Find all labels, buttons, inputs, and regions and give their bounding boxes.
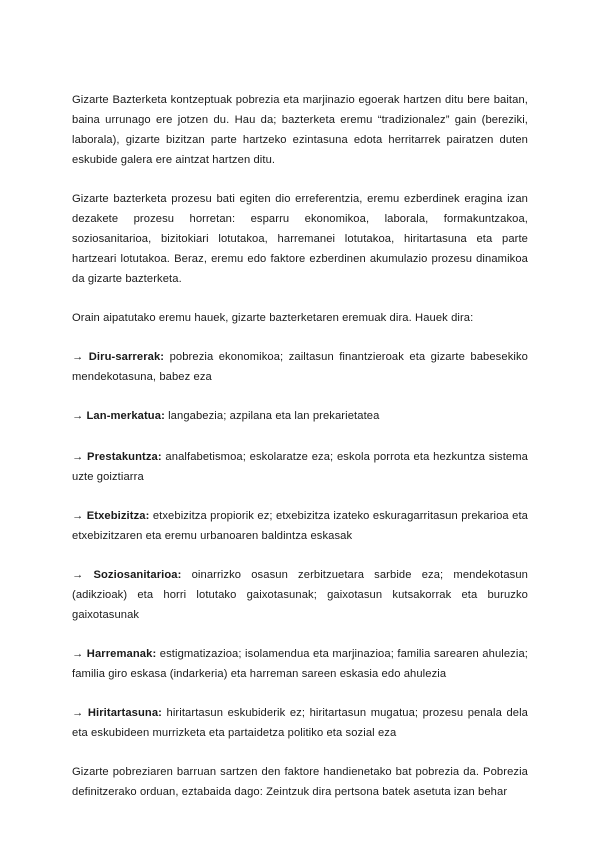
list-item-diru-sarrerak	[72, 347, 528, 387]
areas-intro-paragraph: Orain aipatutako eremu hauek, gizarte bazterketaren eremuak dira. Hauek dira:	[72, 312, 474, 324]
closing-paragraph: Gizarte pobreziaren barruan sartzen den faktore handienetako bat pobrezia da. Pobrezia definitzerako orduan, eztabaida dago: Zeintzuk dira pertsona batek asetuta izan behar	[72, 766, 528, 798]
list-item-prestakuntza	[72, 447, 528, 487]
item-term: Prestakuntza:	[87, 451, 162, 463]
item-term: Diru-sarrerak:	[88, 351, 165, 363]
list-item-etxebizitza	[72, 506, 528, 546]
item-text: etxebizitza propiorik ez; etxebizitza izateko eskuragarritasun prekarioa eta etxebizitzaren eta eremu urbanoaren baldintza eskasak	[72, 510, 528, 542]
item-text: analfabetismoa; eskolaratze eza; eskola porrota eta hezkuntza sistema uzte goiztiarra	[72, 451, 528, 483]
item-term: Soziosanitarioa:	[93, 569, 182, 581]
item-term: Harremanak:	[86, 648, 157, 660]
item-term: Hiritartasuna:	[87, 707, 162, 719]
item-text: oinarrizko osasun zerbitzuetara sarbide eza; mendekotasun (adikzioak) eta horri lotutako gaixotasunak; gaixotasun kutsakorrak eta buruzko gaixotasunak	[72, 569, 528, 621]
process-paragraph: Gizarte bazterketa prozesu bati egiten dio erreferentzia, eremu ezberdinek eragina izan dezakete prozesu horretan: esparru ekonomikoa, laborala, formakuntzakoa, soziosanitarioa, bizitokiari lotutakoa, harremanei lotutakoa, hiritartasuna eta parte hartzeari lotutakoa. Beraz, eremu edo faktore ezberdinen akumulazio prozesu dinamikoa da gizarte bazterketa.	[72, 193, 528, 285]
item-text: hiritartasun eskubiderik ez; hiritartasun mugatua; prozesu penala dela eta eskubideen murrizketa eta partaidetza politiko eta sozial eza	[72, 707, 529, 739]
item-text: langabezia; azpilana eta lan prekarietatea	[164, 410, 380, 422]
item-text: pobrezia ekonomikoa; zailtasun finantzieroak eta gizarte babesekiko mendekotasuna, babez eza	[72, 351, 528, 383]
item-term: Lan-merkatua:	[86, 410, 165, 422]
arrow-icon: →	[72, 410, 87, 422]
list-item-lan-merkatua	[72, 406, 528, 426]
arrow-icon: →	[72, 510, 87, 522]
list-item-harremanak	[72, 644, 528, 684]
list-item-soziosanitarioa	[72, 565, 528, 625]
arrow-icon: →	[72, 451, 88, 463]
item-term: Etxebizitza:	[86, 510, 150, 522]
list-item-hiritartasuna	[72, 703, 528, 743]
arrow-icon: →	[72, 351, 89, 363]
item-text: estigmatizazioa; isolamendua eta marjinazioa; familia sarearen ahulezia; familia giro eskasa (indarkeria) eta harreman sareen eskasia edo ahulezia	[72, 648, 528, 680]
arrow-icon: →	[72, 569, 94, 581]
arrow-icon: →	[72, 707, 88, 719]
arrow-icon: →	[72, 648, 87, 660]
document-page	[72, 90, 528, 821]
intro-paragraph: Gizarte Bazterketa kontzeptuak pobrezia eta marjinazio egoerak hartzen ditu bere baitan, baina urrunago ere jotzen du. Hau da; bazterketa eremu “tradizionalez” gain (bereziki, laborala), gizarte bizitzan parte hartzeko ezintasuna edota herritarrek pairatzen duten eskubide galera ere aintzat hartzen ditu.	[72, 94, 528, 166]
